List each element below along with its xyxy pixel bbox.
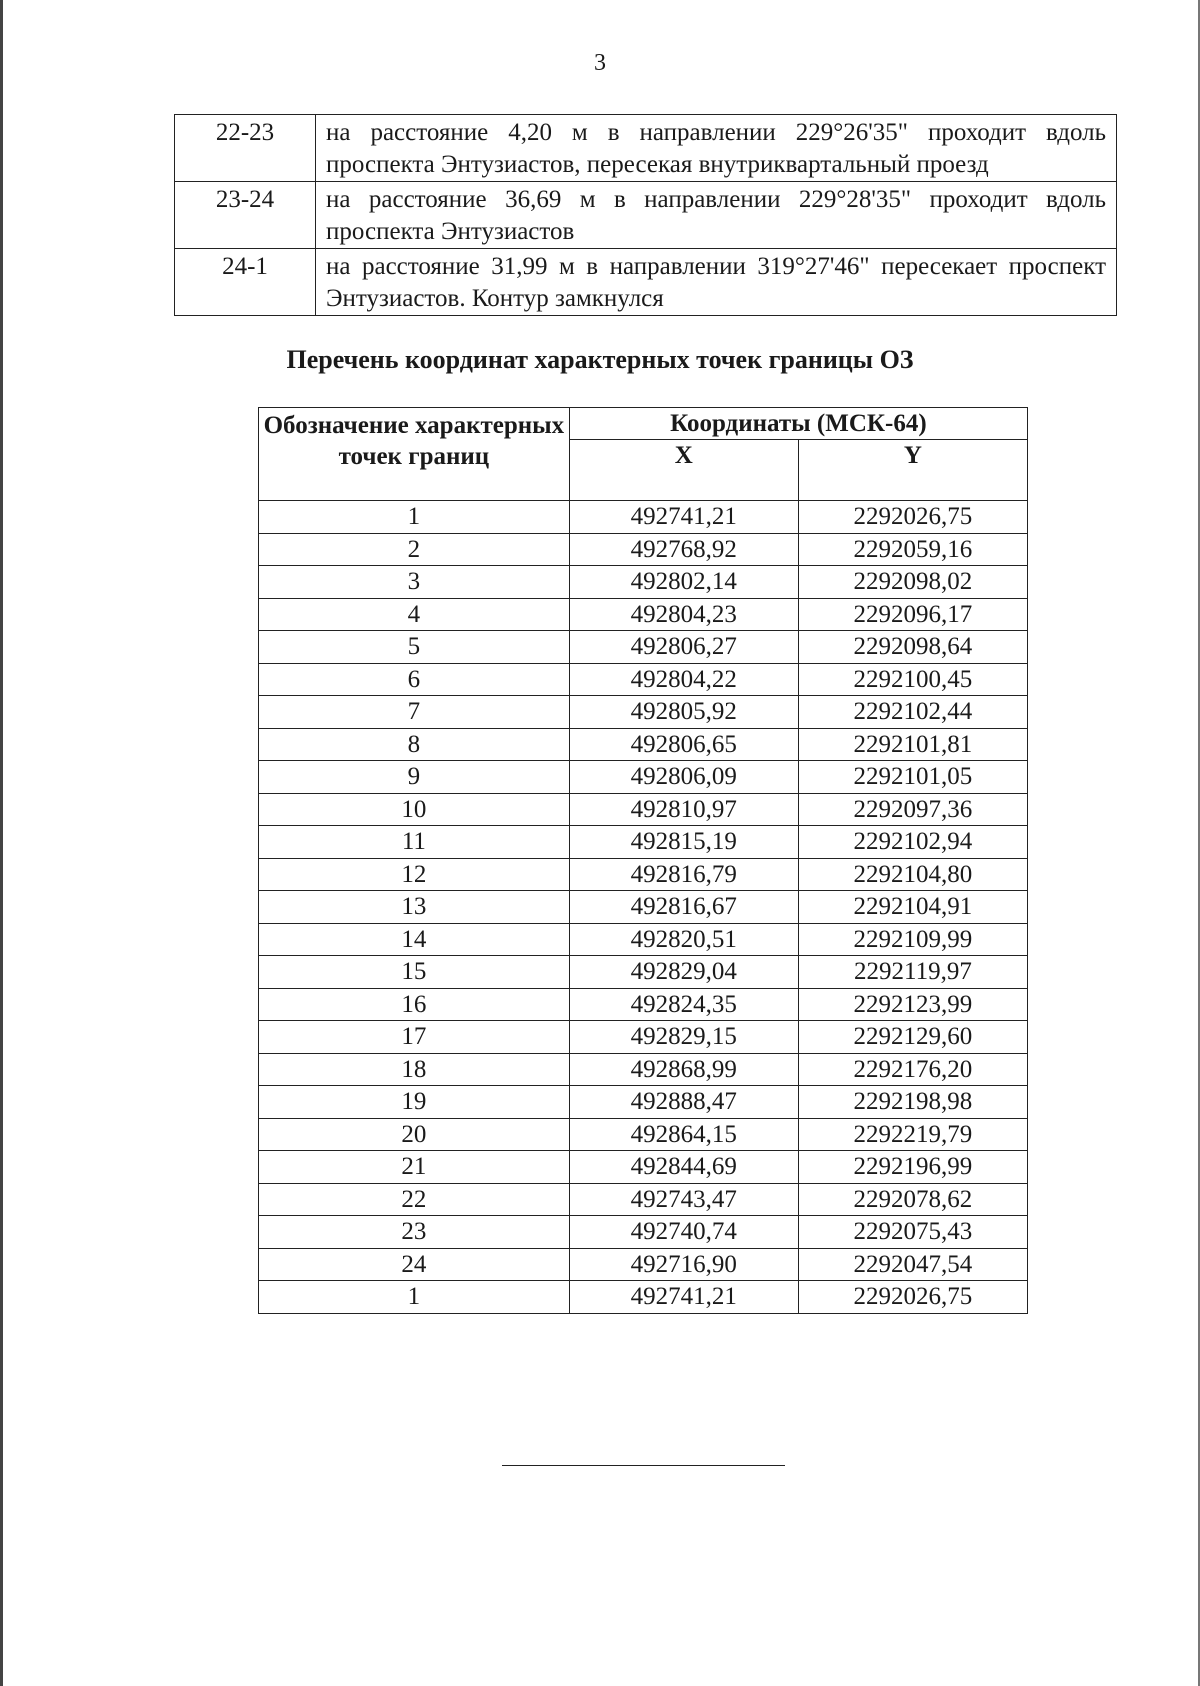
point-cell: 11 xyxy=(259,826,570,859)
x-coordinate-cell: 492802,14 xyxy=(569,566,798,599)
section-title: Перечень координат характерных точек границы ОЗ xyxy=(286,345,914,374)
point-cell: 5 xyxy=(259,631,570,664)
y-coordinate-cell: 2292078,62 xyxy=(798,1183,1027,1216)
y-coordinate-cell: 2292198,98 xyxy=(798,1086,1027,1119)
y-coordinate-cell: 2292026,75 xyxy=(798,501,1027,534)
table-row xyxy=(259,728,1028,761)
x-coordinate-cell: 492820,51 xyxy=(569,923,798,956)
point-cell: 4 xyxy=(259,598,570,631)
y-coordinate-cell: 2292026,75 xyxy=(798,1281,1027,1314)
point-cell: 7 xyxy=(259,696,570,729)
y-coordinate-cell: 2292104,91 xyxy=(798,891,1027,924)
boundary-segment-row xyxy=(175,115,1117,182)
x-column-header: X xyxy=(569,440,798,501)
page-number: 3 xyxy=(594,50,606,76)
point-cell: 9 xyxy=(259,761,570,794)
coordinates-table xyxy=(258,407,1028,1314)
point-cell: 6 xyxy=(259,663,570,696)
table-row xyxy=(259,696,1028,729)
y-coordinate-cell: 2292123,99 xyxy=(798,988,1027,1021)
y-coordinate-cell: 2292098,64 xyxy=(798,631,1027,664)
x-coordinate-cell: 492741,21 xyxy=(569,1281,798,1314)
y-coordinate-cell: 2292129,60 xyxy=(798,1021,1027,1054)
table-row xyxy=(259,858,1028,891)
x-coordinate-cell: 492743,47 xyxy=(569,1183,798,1216)
point-cell: 22 xyxy=(259,1183,570,1216)
x-coordinate-cell: 492816,79 xyxy=(569,858,798,891)
closing-rule-line xyxy=(502,1465,785,1466)
y-coordinate-cell: 2292119,97 xyxy=(798,956,1027,989)
table-row xyxy=(259,1248,1028,1281)
point-cell: 16 xyxy=(259,988,570,1021)
point-cell: 2 xyxy=(259,533,570,566)
table-row xyxy=(259,1151,1028,1184)
table-row xyxy=(259,1053,1028,1086)
table-row xyxy=(259,761,1028,794)
x-coordinate-cell: 492740,74 xyxy=(569,1216,798,1249)
point-cell: 3 xyxy=(259,566,570,599)
table-row xyxy=(259,598,1028,631)
x-coordinate-cell: 492810,97 xyxy=(569,793,798,826)
table-row xyxy=(259,793,1028,826)
x-coordinate-cell: 492768,92 xyxy=(569,533,798,566)
segment-description: на расстояние 4,20 м в направлении 229°26'35" проходит вдоль проспекта Энтузиастов, пересекая внутриквартальный проезд xyxy=(316,115,1117,182)
coordinates-table-head xyxy=(259,408,1028,501)
x-coordinate-cell: 492829,04 xyxy=(569,956,798,989)
table-row xyxy=(259,1086,1028,1119)
y-coordinate-cell: 2292047,54 xyxy=(798,1248,1027,1281)
y-coordinate-cell: 2292219,79 xyxy=(798,1118,1027,1151)
table-row xyxy=(259,1216,1028,1249)
y-coordinate-cell: 2292104,80 xyxy=(798,858,1027,891)
segment-description: на расстояние 36,69 м в направлении 229°28'35" проходит вдоль проспекта Энтузиастов xyxy=(316,182,1117,249)
segment-description: на расстояние 31,99 м в направлении 319°27'46" пересекает проспект Энтузиастов. Контур замкнулся xyxy=(316,249,1117,316)
table-row xyxy=(259,663,1028,696)
table-row xyxy=(259,1118,1028,1151)
segment-id: 22-23 xyxy=(175,115,316,182)
table-row xyxy=(259,1183,1028,1216)
point-cell: 13 xyxy=(259,891,570,924)
x-coordinate-cell: 492806,65 xyxy=(569,728,798,761)
x-coordinate-cell: 492804,22 xyxy=(569,663,798,696)
y-coordinate-cell: 2292075,43 xyxy=(798,1216,1027,1249)
coordinates-table-body xyxy=(259,501,1028,1314)
point-cell: 24 xyxy=(259,1248,570,1281)
y-coordinate-cell: 2292101,05 xyxy=(798,761,1027,794)
table-row xyxy=(259,631,1028,664)
x-coordinate-cell: 492805,92 xyxy=(569,696,798,729)
x-coordinate-cell: 492806,27 xyxy=(569,631,798,664)
y-column-header: Y xyxy=(798,440,1027,501)
segment-id: 24-1 xyxy=(175,249,316,316)
x-coordinate-cell: 492844,69 xyxy=(569,1151,798,1184)
x-coordinate-cell: 492816,67 xyxy=(569,891,798,924)
y-coordinate-cell: 2292097,36 xyxy=(798,793,1027,826)
point-cell: 19 xyxy=(259,1086,570,1119)
x-coordinate-cell: 492868,99 xyxy=(569,1053,798,1086)
x-coordinate-cell: 492888,47 xyxy=(569,1086,798,1119)
x-coordinate-cell: 492806,09 xyxy=(569,761,798,794)
table-row xyxy=(259,533,1028,566)
point-cell: 15 xyxy=(259,956,570,989)
table-row xyxy=(259,891,1028,924)
table-row xyxy=(259,826,1028,859)
x-coordinate-cell: 492829,15 xyxy=(569,1021,798,1054)
scan-edge-left xyxy=(0,0,3,1686)
point-cell: 12 xyxy=(259,858,570,891)
boundary-description-body xyxy=(175,115,1117,316)
coordinates-system-header: Координаты (МСК-64) xyxy=(569,408,1027,440)
table-row xyxy=(259,1281,1028,1314)
y-coordinate-cell: 2292196,99 xyxy=(798,1151,1027,1184)
y-coordinate-cell: 2292101,81 xyxy=(798,728,1027,761)
y-coordinate-cell: 2292059,16 xyxy=(798,533,1027,566)
point-cell: 10 xyxy=(259,793,570,826)
boundary-description-table xyxy=(174,114,1117,316)
table-row xyxy=(259,956,1028,989)
table-row xyxy=(259,923,1028,956)
point-cell: 20 xyxy=(259,1118,570,1151)
x-coordinate-cell: 492804,23 xyxy=(569,598,798,631)
point-cell: 8 xyxy=(259,728,570,761)
point-cell: 17 xyxy=(259,1021,570,1054)
x-coordinate-cell: 492741,21 xyxy=(569,501,798,534)
point-cell: 23 xyxy=(259,1216,570,1249)
y-coordinate-cell: 2292098,02 xyxy=(798,566,1027,599)
y-coordinate-cell: 2292176,20 xyxy=(798,1053,1027,1086)
segment-id: 23-24 xyxy=(175,182,316,249)
y-coordinate-cell: 2292109,99 xyxy=(798,923,1027,956)
table-row xyxy=(259,566,1028,599)
x-coordinate-cell: 492716,90 xyxy=(569,1248,798,1281)
y-coordinate-cell: 2292096,17 xyxy=(798,598,1027,631)
point-designation-header: Обозначение характерных точек границ xyxy=(259,408,570,501)
table-row xyxy=(259,501,1028,534)
point-cell: 1 xyxy=(259,1281,570,1314)
table-row xyxy=(259,1021,1028,1054)
point-cell: 21 xyxy=(259,1151,570,1184)
y-coordinate-cell: 2292102,94 xyxy=(798,826,1027,859)
boundary-segment-row xyxy=(175,182,1117,249)
x-coordinate-cell: 492815,19 xyxy=(569,826,798,859)
point-cell: 18 xyxy=(259,1053,570,1086)
point-cell: 1 xyxy=(259,501,570,534)
table-row xyxy=(259,988,1028,1021)
boundary-segment-row xyxy=(175,249,1117,316)
x-coordinate-cell: 492824,35 xyxy=(569,988,798,1021)
y-coordinate-cell: 2292102,44 xyxy=(798,696,1027,729)
y-coordinate-cell: 2292100,45 xyxy=(798,663,1027,696)
x-coordinate-cell: 492864,15 xyxy=(569,1118,798,1151)
point-cell: 14 xyxy=(259,923,570,956)
